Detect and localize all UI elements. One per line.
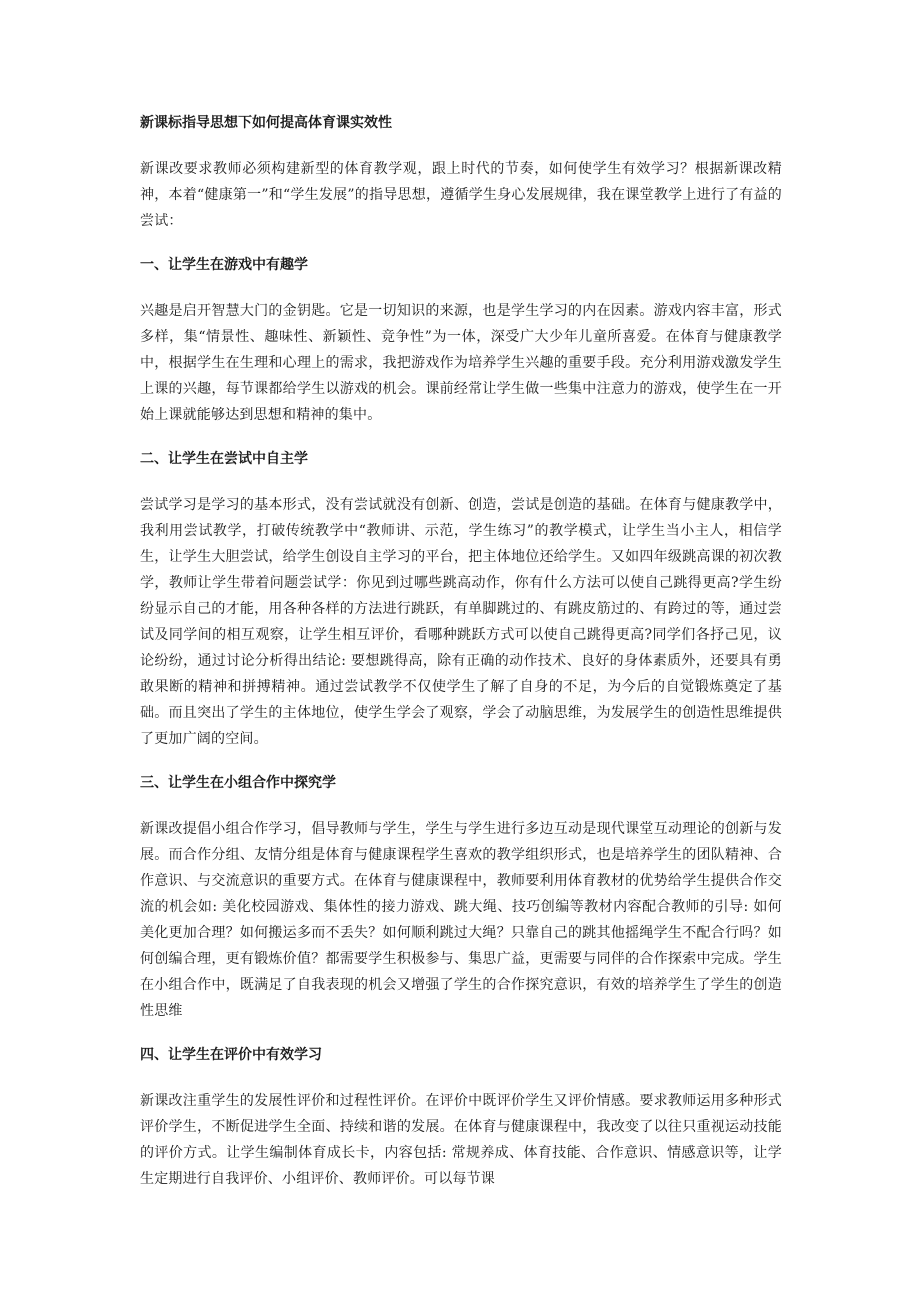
intro-paragraph: 新课改要求教师必须构建新型的体育教学观，跟上时代的节奏，如何使学生有效学习？根据新课改精神，本着“健康第一”和“学生发展”的指导思想，遵循学生身心发展规律，我在课堂教学上进行了有益的尝试：	[140, 161, 782, 229]
section-body-3: 新课改提倡小组合作学习，倡导教师与学生，学生与学生进行多边互动是现代课堂互动理论的创新与发展。而合作分组、友情分组是体育与健康课程学生喜欢的教学组织形式，也是培养学生的团队精神、合作意识、与交流意识的重要方式。在体育与健康课程中，教师要利用体育教材的优势给学生提供合作交流的机会如: 美化校园游戏、集体性的接力游戏、跳大绳、技巧创编等教材内容配合教师的引导: 如何美化更加合理？如何搬运多而不丢失？如何顺利跳过大绳？只靠自己的跳其他摇绳学生不配合行吗？如何创编合理，更有锻炼价值？都需要学生积极参与、集思广益，更需要与同伴的合作探索中完成。学生在小组合作中，既满足了自我表现的机会又增强了学生的合作探究意识，有效的培养学生了学生的创造性思维	[140, 821, 782, 1019]
section-body-1: 兴趣是启开智慧大门的金钥匙。它是一切知识的来源，也是学生学习的内在因素。游戏内容丰富，形式多样，集“情景性、趣味性、新颖性、竞争性”为一体，深受广大少年儿童所喜爱。在体育与健康教学中，根据学生在生理和心理上的需求，我把游戏作为培养学生兴趣的重要手段。充分利用游戏激发学生上课的兴趣，每节课都给学生以游戏的机会。课前经常让学生做一些集中注意力的游戏，使学生在一开始上课就能够达到思想和精神的集中。	[140, 303, 782, 423]
section-heading-2: 二、让学生在尝试中自主学	[140, 451, 308, 467]
section-heading-3: 三、让学生在小组合作中探究学	[140, 775, 336, 791]
section-heading-1: 一、让学生在游戏中有趣学	[140, 257, 308, 273]
section-heading-4: 四、让学生在评价中有效学习	[140, 1047, 322, 1063]
section-body-4: 新课改注重学生的发展性评价和过程性评价。在评价中既评价学生又评价情感。要求教师运用多种形式评价学生，不断促进学生全面、持续和谐的发展。在体育与健康课程中，我改变了以往只重视运动技能的评价方式。让学生编制体育成长卡，内容包括: 常规养成、体育技能、合作意识、情感意识等，让学生定期进行自我评价、小组评价、教师评价。可以每节课	[140, 1093, 782, 1187]
section-body-2: 尝试学习是学习的基本形式，没有尝试就没有创新、创造，尝试是创造的基础。在体育与健康教学中，我利用尝试教学，打破传统教学中“教师讲、示范，学生练习”的教学模式，让学生当小主人，相信学生，让学生大胆尝试，给学生创设自主学习的平台，把主体地位还给学生。又如四年级跳高课的初次教学，教师让学生带着问题尝试学：你见到过哪些跳高动作，你有什么方法可以使自己跳得更高?学生纷纷显示自己的才能，用各种各样的方法进行跳跃，有单脚跳过的、有跳皮筋过的、有跨过的等，通过尝试及同学间的相互观察，让学生相互评价，看哪种跳跃方式可以使自己跳得更高?同学们各抒己见，议论纷纷，通过讨论分析得出结论: 要想跳得高，除有正确的动作技术、良好的身体素质外，还要具有勇敢果断的精神和拼搏精神。通过尝试教学不仅使学生了解了自身的不足，为今后的自觉锻炼奠定了基础。而且突出了学生的主体地位，使学生学会了观察，学会了动脑思维，为发展学生的创造性思维提供了更加广阔的空间。	[140, 497, 782, 747]
document-page	[140, 112, 782, 1212]
document-title: 新课标指导思想下如何提高体育课实效性	[140, 115, 392, 131]
